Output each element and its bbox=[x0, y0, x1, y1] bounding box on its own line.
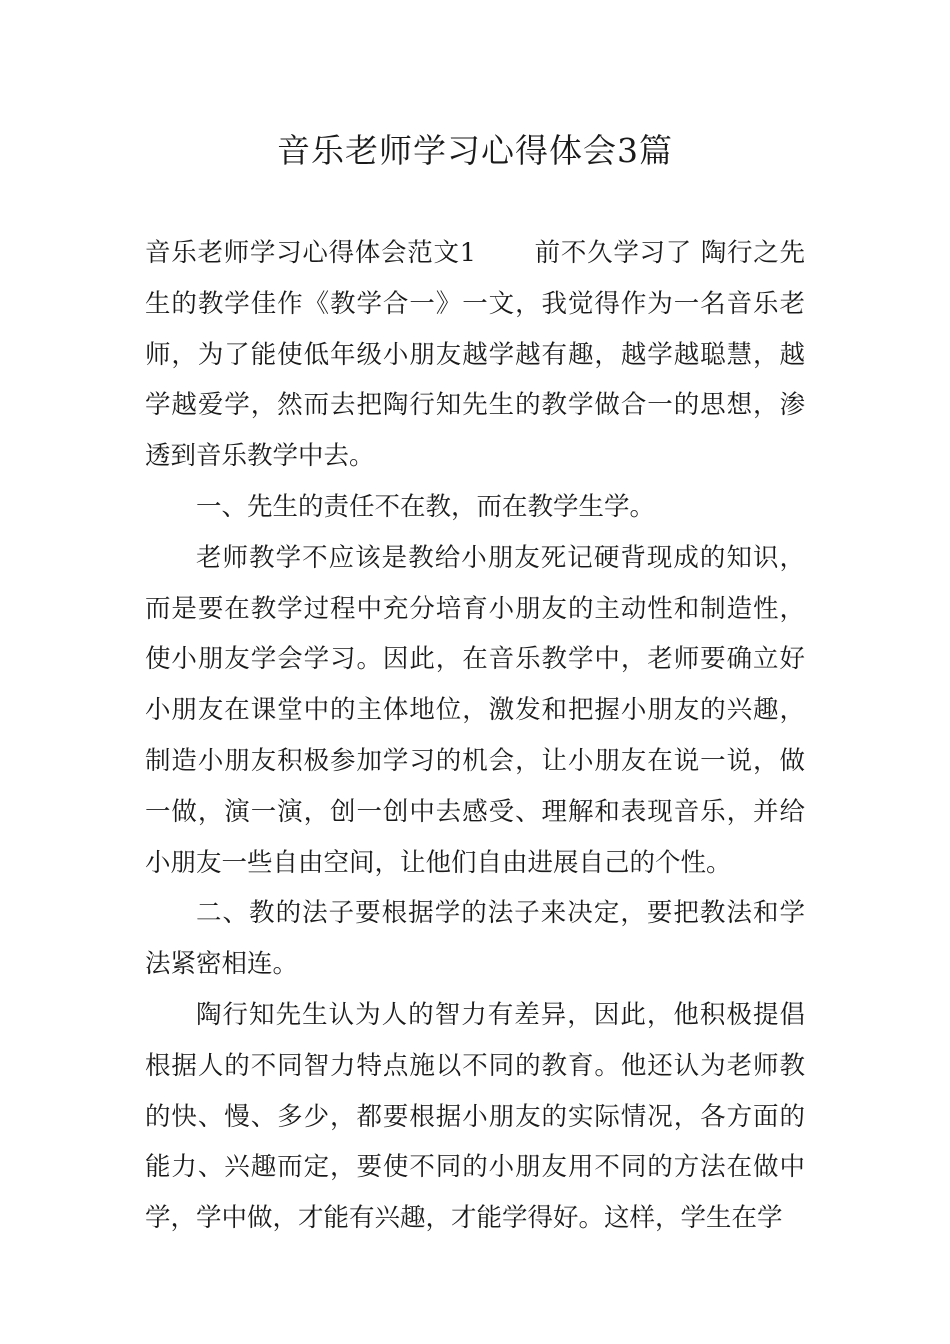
paragraph-text: 前不久学习了 陶行之先生的教学佳作《教学合一》一文，我觉得作为一名音乐老师，为了能使低年级小朋友越学越有趣，越学越聪慧，越学越爱学，然而去把陶行知先生的教学做合一的思想，渗透到音乐教学中去。 bbox=[145, 238, 805, 472]
document-body bbox=[145, 228, 805, 1244]
section-heading-2: 二、教的法子要根据学的法子来决定，要把教法和学法紧密相连。 bbox=[145, 898, 805, 980]
paragraph-2: 老师教学不应该是教给小朋友死记硬背现成的知识，而是要在教学过程中充分培育小朋友的主动性和制造性，使小朋友学会学习。因此，在音乐教学中，老师要确立好小朋友在课堂中的主体地位，激发和把握小朋友的兴趣，制造小朋友积极参加学习的机会，让小朋友在说一说，做一做，演一演，创一创中去感受、理解和表现音乐，并给小朋友一些自由空间，让他们自由进展自己的个性。 bbox=[145, 542, 805, 878]
document-title: 音乐老师学习心得体会3篇 bbox=[277, 131, 673, 170]
paragraph-3: 陶行知先生认为人的智力有差异，因此，他积极提倡根据人的不同智力特点施以不同的教育。他还认为老师教的快、慢、多少，都要根据小朋友的实际情况，各方面的能力、兴趣而定，要使不同的小朋友用不同的方法在做中学，学中做，才能有兴趣，才能学得好。这样，学生在学 bbox=[145, 999, 805, 1234]
paragraph-intro bbox=[145, 228, 805, 482]
section-heading-1: 一、先生的责任不在教，而在教学生学。 bbox=[196, 491, 656, 522]
essay-heading: 音乐老师学习心得体会范文1 bbox=[145, 238, 476, 268]
